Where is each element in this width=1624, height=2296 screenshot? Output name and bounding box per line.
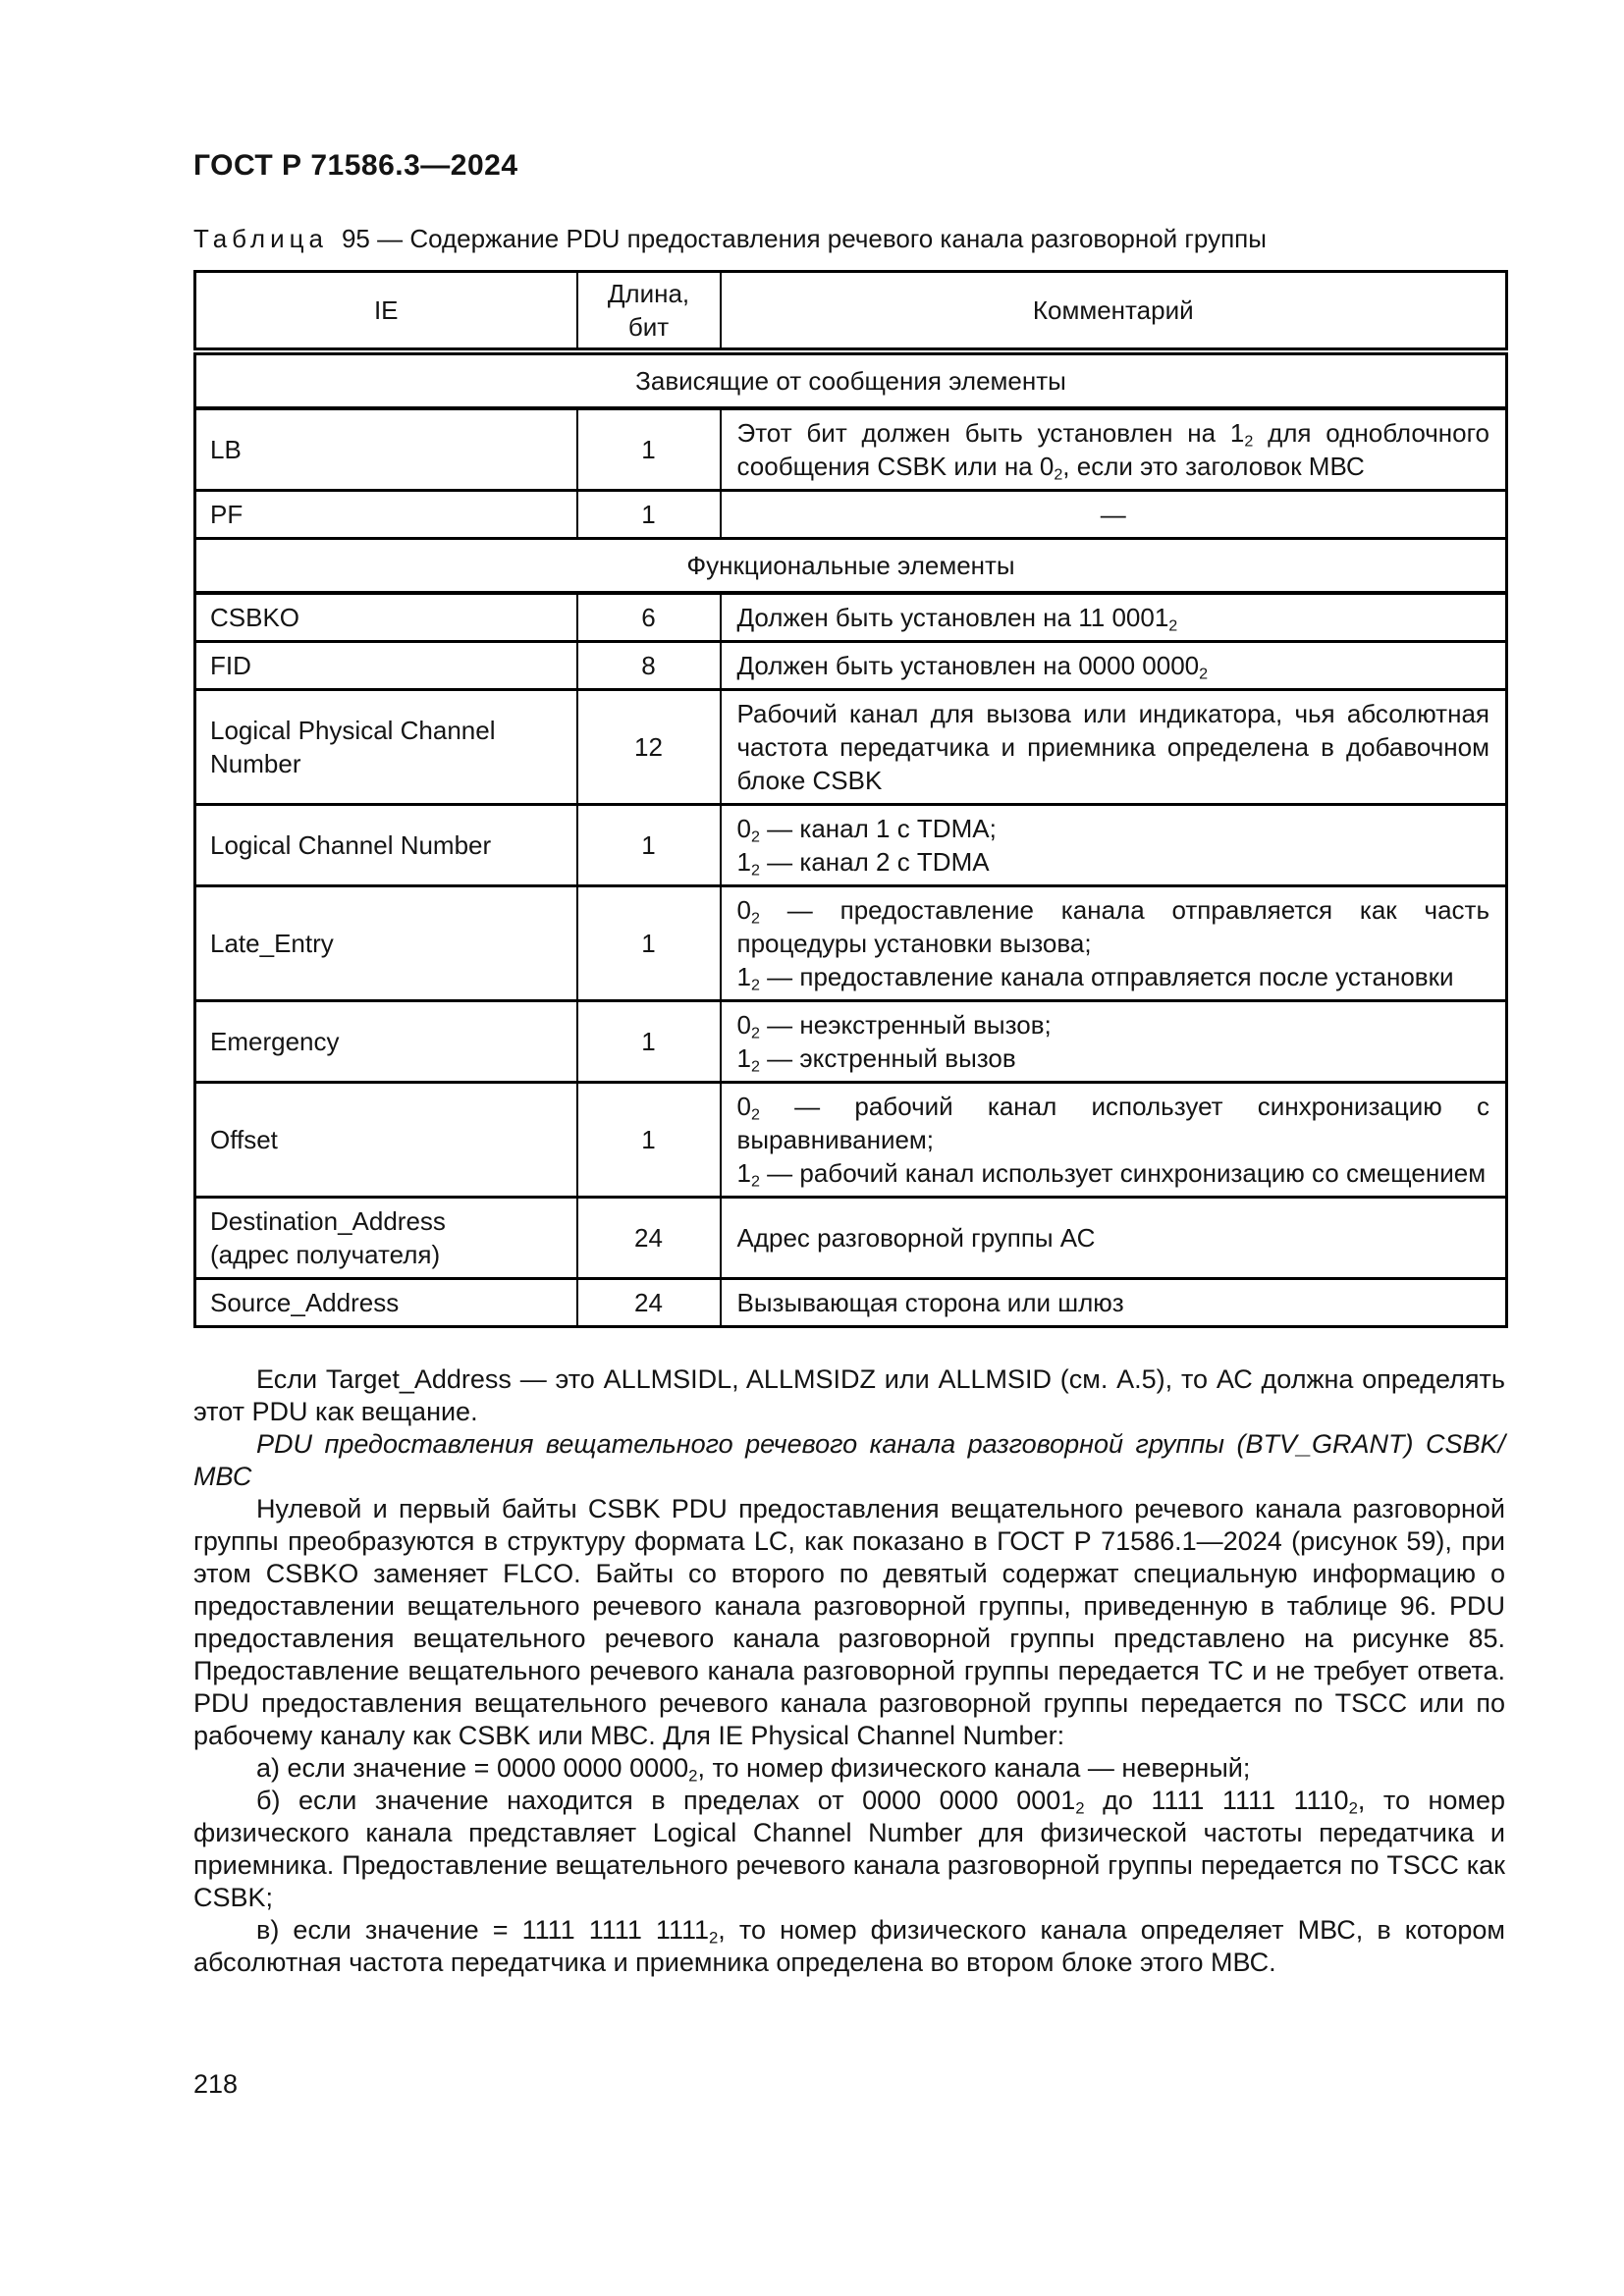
comment-cell: $0_2$ — рабочий канал использует синхронизацию с выравниванием; $1_2$ — рабочий канал использует синхронизацию со смещением xyxy=(721,1083,1507,1198)
comment-cell: $0_2$ — предоставление канала отправляется как часть процедуры установки вызова; $1_2$ — предоставление канала отправляется после установки xyxy=(721,886,1507,1001)
table-section-row xyxy=(195,351,1507,408)
page-number: 218 xyxy=(193,2069,239,2099)
table-section-row xyxy=(195,539,1507,594)
length-cell: 1 xyxy=(577,408,721,491)
pdu-content-table xyxy=(193,270,1508,1328)
length-cell: 6 xyxy=(577,593,721,642)
table-caption-label: Таблица xyxy=(193,224,328,253)
ie-cell: Logical Physical Channel Number xyxy=(195,690,577,805)
length-cell: 24 xyxy=(577,1279,721,1327)
column-header-comment: Комментарий xyxy=(721,272,1507,352)
length-cell: 8 xyxy=(577,642,721,690)
table-caption-title: 95 — Содержание PDU предоставления речевого канала разговорной группы xyxy=(341,224,1267,253)
pdu-table-body xyxy=(195,351,1507,1327)
table-header-row xyxy=(195,272,1507,352)
table-row xyxy=(195,642,1507,690)
length-cell: 24 xyxy=(577,1198,721,1279)
column-header-ie: IE xyxy=(195,272,577,352)
comment-cell: Должен быть установлен на 11 $0001_2$ xyxy=(721,593,1507,642)
paragraph: а) если значение = 0000 0000 $0000_2$, то номер физического канала — неверный; xyxy=(256,1753,1251,1786)
comment-cell: $0_2$ — канал 1 с TDMA; $1_2$ — канал 2 с TDMA xyxy=(721,805,1507,886)
table-caption xyxy=(193,223,1505,254)
length-cell: 1 xyxy=(577,886,721,1001)
comment-cell: Вызывающая сторона или шлюз xyxy=(721,1279,1507,1327)
ie-cell: Late_Entry xyxy=(195,886,577,1001)
length-cell: 1 xyxy=(577,805,721,886)
length-cell: 1 xyxy=(577,1001,721,1083)
paragraph: б) если значение находится в пределах от 0000 0000 $0001_2$ до 1111 1111 $1110_2$, то номер физического канала представляет Logical Channel Number для физической частоты передатчика и приемника. Предоставление вещательного речевого канала разговорной группы передается по TSCC как CSBK; xyxy=(193,1786,1505,1912)
ie-cell: Offset xyxy=(195,1083,577,1198)
comment-cell: Этот бит должен быть установлен на $1_2$ для одноблочного сообщения CSBK или на $0_2$, если это заголовок МВС xyxy=(721,408,1507,491)
comment-cell: Рабочий канал для вызова или индикатора, чья абсолютная частота передатчика и приемника определена в добавочном блоке CSBK xyxy=(721,690,1507,805)
table-row xyxy=(195,886,1507,1001)
ie-cell: Destination_Address (адрес получателя) xyxy=(195,1198,577,1279)
comment-cell: $0_2$ — неэкстренный вызов; $1_2$ — экстренный вызов xyxy=(721,1001,1507,1083)
table-row xyxy=(195,1083,1507,1198)
table-row xyxy=(195,491,1507,539)
ie-cell: Emergency xyxy=(195,1001,577,1083)
body-text xyxy=(193,1363,1505,1979)
length-cell: 1 xyxy=(577,1083,721,1198)
ie-cell: LB xyxy=(195,408,577,491)
page-content xyxy=(193,149,1505,1979)
paragraph: Если Target_Address — это ALLMSIDL, ALLMSIDZ или ALLMSID (см. А.5), то АС должна определять этот PDU как вещание. xyxy=(193,1364,1505,1426)
section-title-cell: Зависящие от сообщения элементы xyxy=(195,351,1507,408)
paragraph: Нулевой и первый байты CSBK PDU предоставления вещательного речевого канала разговорной группы преобразуются в структуру формата LC, как показано в ГОСТ Р 71586.1—2024 (рисунок 59), при этом CSBKO заменяет FLCO. Байты со второго по девятый содержат специальную информацию о предоставлении вещательного речевого канала разговорной группы, приведенную в таблице 96. PDU предоставления вещательного речевого канала разговорной группы представлено на рисунке 85. Предоставление вещательного речевого канала разговорной группы передается ТС и не требует ответа. PDU предоставления вещательного речевого канала разговорной группы передается по TSCC или по рабочему каналу как CSBK или МВС. Для IE Physical Channel Number: xyxy=(193,1494,1505,1750)
table-row xyxy=(195,1279,1507,1327)
length-cell: 12 xyxy=(577,690,721,805)
length-cell: 1 xyxy=(577,491,721,539)
table-row xyxy=(195,408,1507,491)
section-title-cell: Функциональные элементы xyxy=(195,539,1507,594)
table-row xyxy=(195,690,1507,805)
table-row xyxy=(195,1001,1507,1083)
paragraph: PDU предоставления вещательного речевого канала разговорной группы (BTV_GRANT) CSBK/МВС xyxy=(193,1429,1505,1491)
ie-cell: FID xyxy=(195,642,577,690)
ie-cell: Logical Channel Number xyxy=(195,805,577,886)
comment-cell: Должен быть установлен на 0000 $0000_2$ xyxy=(721,642,1507,690)
ie-cell: CSBKO xyxy=(195,593,577,642)
paragraph: в) если значение = 1111 1111 $1111_2$, то номер физического канала определяет МВС, в котором абсолютная частота передатчика и приемника определена во втором блоке этого МВС. xyxy=(193,1915,1505,1977)
doc-header-title: ГОСТ Р 71586.3—2024 xyxy=(193,149,518,182)
table-row xyxy=(195,593,1507,642)
column-header-length: Длина, бит xyxy=(577,272,721,352)
ie-cell: Source_Address xyxy=(195,1279,577,1327)
table-row xyxy=(195,1198,1507,1279)
comment-cell: Адрес разговорной группы АС xyxy=(721,1198,1507,1279)
comment-cell: — xyxy=(721,491,1507,539)
ie-cell: PF xyxy=(195,491,577,539)
table-row xyxy=(195,805,1507,886)
